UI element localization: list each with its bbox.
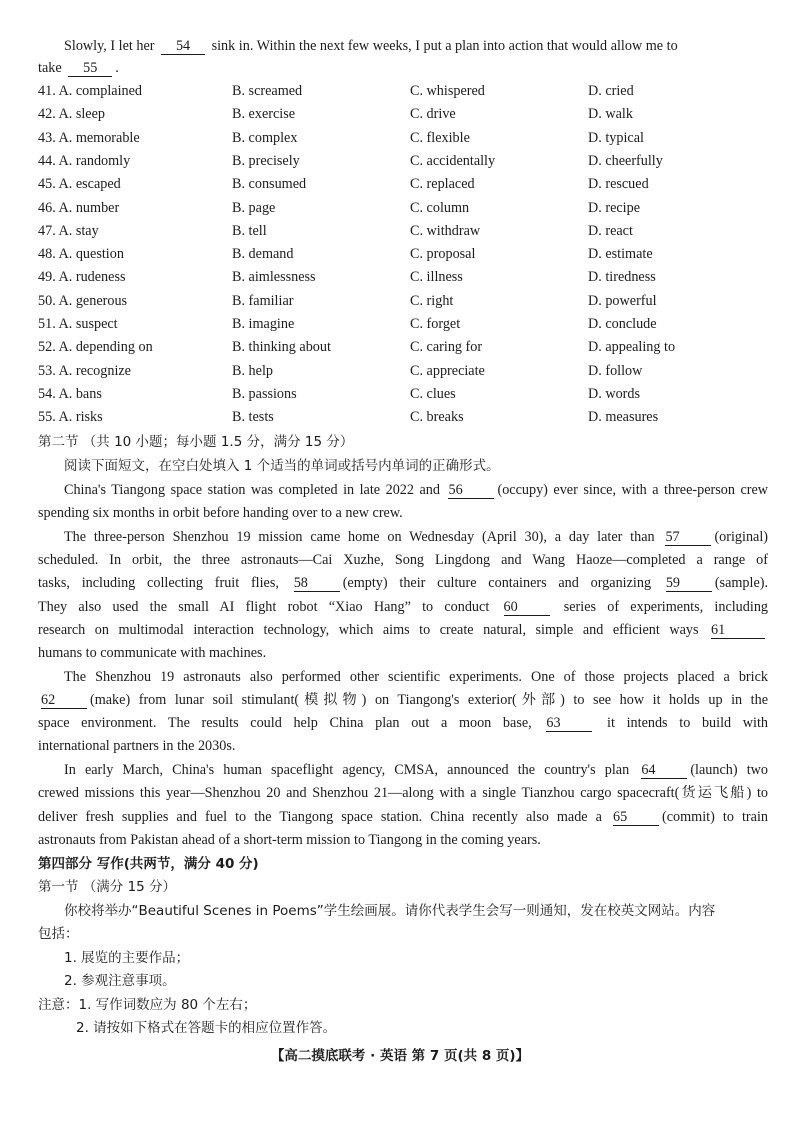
text: (sample). [714,575,769,591]
option-a [38,267,125,287]
passage-line: humans to communicate with machines. [38,645,267,661]
option-row [38,384,768,404]
option-row [38,104,768,124]
task-line: 包括： [38,926,79,942]
question-number: 48. [38,246,56,263]
question-number: 49. [38,269,56,286]
option-text: A. depending on [58,339,153,356]
blank-55: 55 [68,60,112,77]
option-a [38,407,103,427]
task-item-1: 1. 展览的主要作品； [64,950,190,966]
option-c: C. right [410,292,454,309]
option-text: A. randomly [58,152,131,169]
blank-57: 57 [665,529,711,546]
question-number: 46. [38,199,56,216]
question-number: 41. [38,83,56,99]
option-b: B. complex [232,129,298,146]
passage-line [38,760,768,780]
option-a [38,151,130,171]
intro-line-2 [38,58,768,78]
option-b: B. precisely [232,152,300,169]
option-text: A. stay [58,222,99,239]
passage-line [38,690,768,710]
text: (make) from lunar soil stimulant(模拟物) on Tiangong's exterior(外部) to see how it holds up in the [90,692,768,708]
option-d: D. rescued [588,176,649,193]
option-row [38,267,768,287]
question-number: 53. [38,362,56,379]
option-row [38,244,768,264]
option-d: D. powerful [588,292,657,309]
question-number: 52. [38,339,56,356]
text: (empty) their culture containers and organizing [342,575,652,591]
option-c: C. whispered [410,83,485,99]
section2-heading: 第二节 （共 10 小题；每小题 1.5 分，满分 15 分） [38,434,354,450]
option-d: D. conclude [588,316,657,332]
option-c: C. proposal [410,246,476,263]
option-c: C. breaks [410,409,464,426]
text: (commit) to train [662,809,768,825]
option-row [38,407,768,427]
option-b: B. screamed [232,83,303,99]
blank-59: 59 [666,575,712,592]
part4-heading: 第四部分 写作(共两节，满分 40 分) [38,856,259,872]
option-b: B. page [232,199,276,216]
blank-62: 62 [41,692,87,709]
option-a [38,198,119,218]
option-text: A. recognize [58,362,131,379]
option-d: D. measures [588,409,659,426]
option-d: D. cried [588,83,634,99]
passage-line [38,620,768,640]
option-d: D. cheerfully [588,152,663,169]
blank-58: 58 [294,575,340,592]
question-number: 44. [38,152,56,169]
text: (original) [714,529,769,545]
text: take [38,60,62,76]
option-row [38,337,768,357]
text: space environment. The results could help China plan out a moon base, [38,715,532,731]
passage-line: spending six months in orbit before handing over to a new crew. [38,505,403,521]
option-row [38,81,768,101]
option-a [38,128,140,148]
blank-61: 61 [711,622,765,639]
text: Slowly, I let her [64,38,155,54]
blank-63: 63 [546,715,592,732]
option-b: B. passions [232,385,297,402]
option-row [38,221,768,241]
question-number: 55. [38,409,56,426]
text: research on multimodal interaction technology, which aims to create natural, simple and efficient ways [38,622,699,638]
option-text: A. generous [58,292,128,309]
passage-line [38,573,768,593]
option-d: D. estimate [588,246,653,263]
text: deliver fresh supplies and fuel to the Tiangong space station. China recently also made a [38,809,602,825]
option-c: C. accidentally [410,152,496,169]
note-1: 注意：1. 写作词数应为 80 个左右； [38,997,257,1013]
option-text: A. risks [58,409,103,426]
option-c: C. column [410,199,470,216]
text: They also used the small AI flight robot “Xiao Hang” to conduct [38,599,490,615]
blank-64: 64 [641,762,687,779]
task-line: 你校将举办“Beautiful Scenes in Poems”学生绘画展。请你代表学生会写一则通知，发在校英文网站。内容 [64,903,716,919]
option-d: D. walk [588,106,633,123]
passage-line [38,527,768,547]
blank-54: 54 [161,38,205,55]
option-c: C. replaced [410,176,475,193]
option-b: B. tell [232,222,267,239]
intro-line-1 [38,36,768,56]
option-row [38,174,768,194]
option-row [38,151,768,171]
part4-subheading: 第一节 （满分 15 分） [38,879,177,895]
option-a [38,384,102,404]
option-d: D. tiredness [588,269,656,286]
option-d: D. words [588,385,641,402]
question-number: 50. [38,292,56,309]
option-b: B. thinking about [232,339,331,356]
option-a [38,221,99,241]
option-a [38,174,121,194]
option-text: A. memorable [58,129,140,146]
question-number: 54. [38,385,56,402]
passage-line: international partners in the 2030s. [38,738,236,754]
option-b: B. tests [232,409,274,426]
passage-line: crewed missions this year—Shenzhou 20 and Shenzhou 21—along with a single Tianzhou cargo spacecraft(货运飞船) to [38,785,768,801]
option-a [38,291,127,311]
option-text: A. rudeness [58,269,126,286]
option-c: C. caring for [410,339,483,356]
option-text: A. bans [58,385,102,402]
text: sink in. Within the next few weeks, I put a plan into action that would allow me to [211,38,678,54]
option-text: A. question [58,246,124,263]
option-a [38,244,124,264]
option-text: A. escaped [58,176,121,193]
option-a [38,337,153,357]
option-text: A. suspect [58,316,118,332]
option-row [38,198,768,218]
text: (launch) two [690,762,769,778]
option-b: B. help [232,362,273,379]
option-d: D. recipe [588,199,640,216]
option-b: B. imagine [232,316,295,332]
option-c: C. drive [410,106,456,123]
text: In early March, China's human spaceflight agency, CMSA, announced the country's plan [64,762,630,778]
question-number: 51. [38,316,56,332]
option-a [38,81,142,101]
text: China's Tiangong space station was completed in late 2022 and [64,482,440,498]
passage-line [38,807,768,827]
option-c: C. appreciate [410,362,485,379]
option-d: D. appealing to [588,339,676,356]
page-footer: 【高二摸底联考 · 英语 第 7 页(共 8 页)】 [270,1048,530,1064]
option-d: D. react [588,222,633,239]
text: tasks, including collecting fruit flies, [38,575,279,591]
task-item-2: 2. 参观注意事项。 [64,973,176,989]
option-d: D. typical [588,129,644,146]
passage-line [38,480,768,500]
option-text: A. sleep [58,106,105,123]
question-number: 42. [38,106,56,123]
text: The three-person Shenzhou 19 mission came home on Wednesday (April 30), a day later than [64,529,655,545]
option-b: B. aimlessness [232,269,316,286]
option-c: C. flexible [410,129,470,146]
option-row [38,314,768,334]
passage-line [38,713,768,733]
blank-60: 60 [504,599,550,616]
question-number: 45. [38,176,56,193]
option-text: A. number [58,199,120,216]
option-row [38,128,768,148]
option-c: C. withdraw [410,222,481,239]
option-b: B. demand [232,246,294,263]
option-d: D. follow [588,362,643,379]
note-2: 2. 请按如下格式在答题卡的相应位置作答。 [76,1020,337,1036]
option-row [38,291,768,311]
text: . [115,60,119,76]
passage-line: astronauts from Pakistan ahead of a short-term mission to Tiangong in the coming years. [38,832,541,848]
question-number: 47. [38,222,56,239]
text: it intends to build with [607,715,769,731]
passage-line: The Shenzhou 19 astronauts also performed other scientific experiments. One of those projects placed a brick [64,669,768,685]
option-a [38,314,118,334]
option-b: B. exercise [232,106,296,123]
option-b: B. consumed [232,176,307,193]
passage-line: scheduled. In orbit, the three astronauts—Cai Xuzhe, Song Lingdong and Wang Haoze—completed a range of [38,552,768,568]
option-text: A. complained [58,83,143,99]
option-c: C. forget [410,316,461,332]
option-a [38,104,105,124]
option-c: C. illness [410,269,463,286]
option-c: C. clues [410,385,456,402]
option-b: B. familiar [232,292,294,309]
option-a [38,361,131,381]
blank-65: 65 [613,809,659,826]
text: series of experiments, including [563,599,769,615]
text: (occupy) ever since, with a three-person crew [497,482,769,498]
section2-instruction: 阅读下面短文，在空白处填入 1 个适当的单词或括号内单词的正确形式。 [64,458,500,474]
question-number: 43. [38,129,56,146]
option-row [38,361,768,381]
passage-line [38,597,768,617]
blank-56: 56 [448,482,494,499]
